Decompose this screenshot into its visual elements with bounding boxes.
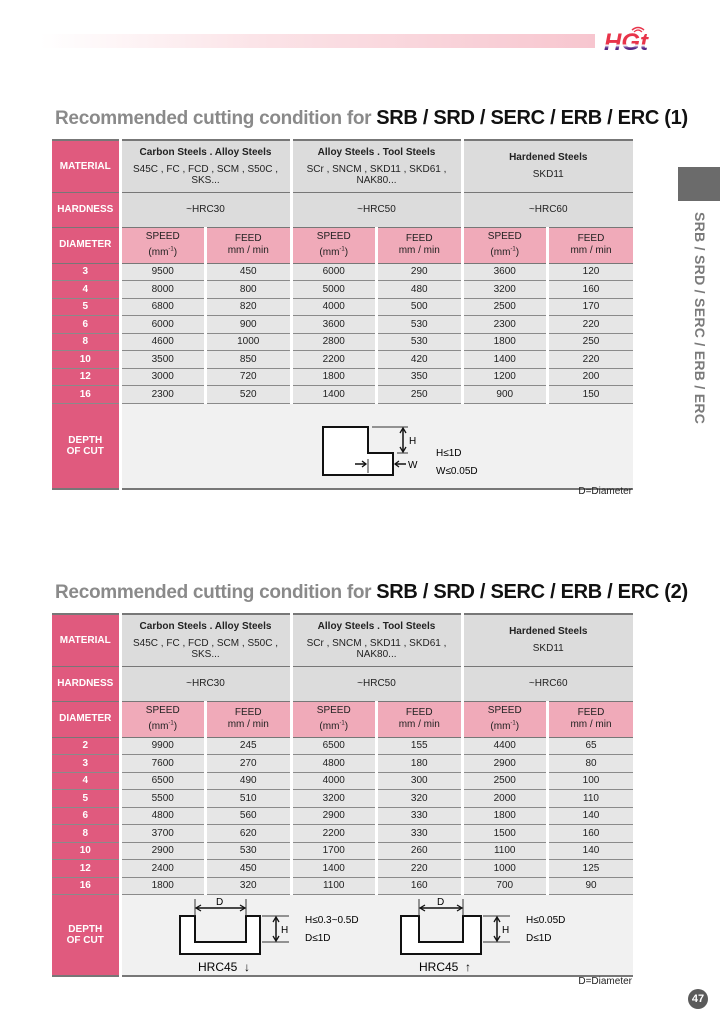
feed-cell: 720 [206,368,292,386]
speed-cell: 2300 [462,316,548,334]
speed-cell: 8000 [120,281,206,299]
table-row [52,877,633,895]
feed-cell: 125 [548,860,634,878]
material-cell: Alloy Steels . Tool Steels SCr , SNCM , SKD11 , SKD61 , NAK80... [291,614,462,666]
table-row [52,386,633,404]
speed-title: SPEED [316,231,351,243]
svg-text:H: H [409,435,417,447]
slot-cut-diagram-hard [393,896,593,974]
svg-text:HRC45: HRC45 [197,959,238,974]
speed-cell: 4600 [120,333,206,351]
feed-cell: 420 [377,351,463,369]
speed-cell: 6500 [120,772,206,790]
feed-cell: 140 [548,807,634,825]
table-row [52,298,633,316]
speed-cell: 1400 [291,386,377,404]
speed-cell: 2300 [120,386,206,404]
depth-of-cut-diagram-cell [120,403,633,489]
feed-title: FEED [577,233,605,244]
speed-cell: 1800 [120,877,206,895]
arrow-up-icon: ↑ [464,959,471,974]
feed-cell: 330 [377,807,463,825]
feed-cell: 160 [548,281,634,299]
feed-cell: 250 [548,333,634,351]
feed-unit: mm / min [227,719,269,730]
feed-cell: 330 [377,825,463,843]
cutting-table-1 [52,139,633,490]
feed-header [377,227,463,263]
svg-text:D: D [436,896,444,908]
diameter-cell: 3 [52,755,120,773]
speed-title: SPEED [487,231,522,243]
hardness-row [52,666,633,701]
feed-cell: 110 [548,790,634,808]
diameter-header-row [52,227,633,263]
speed-title: SPEED [145,705,180,717]
feed-cell: 80 [548,755,634,773]
table-row [52,790,633,808]
speed-header [291,701,377,737]
feed-cell: 620 [206,825,292,843]
speed-cell: 1000 [462,860,548,878]
feed-cell: 480 [377,281,463,299]
speed-cell: 1400 [291,860,377,878]
table-row [52,825,633,843]
feed-cell: 290 [377,263,463,281]
feed-cell: 450 [206,263,292,281]
feed-cell: 250 [377,386,463,404]
material-row [52,614,633,666]
speed-cell: 1800 [291,368,377,386]
diameter-cell: 5 [52,790,120,808]
speed-unit: $(mm^{-1})$ [490,720,520,732]
arrow-down-icon: ↓ [243,959,250,974]
side-tab-block [678,167,720,201]
svg-text:H≤0.05D: H≤0.05D [525,914,566,926]
feed-cell: 500 [377,298,463,316]
diameter-cell: 10 [52,842,120,860]
feed-cell: 1000 [206,333,292,351]
speed-header [462,227,548,263]
table-row [52,263,633,281]
speed-cell: 2900 [120,842,206,860]
feed-cell: 90 [548,877,634,895]
speed-cell: 3000 [120,368,206,386]
feed-cell: 560 [206,807,292,825]
feed-cell: 530 [377,333,463,351]
feed-header [206,227,292,263]
footnote-2: D=Diameter [578,976,632,987]
feed-cell: 160 [377,877,463,895]
table-row [52,772,633,790]
feed-cell: 490 [206,772,292,790]
svg-text:W: W [408,459,418,471]
speed-cell: 3200 [462,281,548,299]
diameter-cell: 4 [52,281,120,299]
feed-cell: 800 [206,281,292,299]
depth-of-cut-label: DEPTH OF CUT [52,895,120,976]
speed-cell: 5000 [291,281,377,299]
diameter-cell: 8 [52,333,120,351]
svg-text:H≤0.3~0.5D: H≤0.3~0.5D [304,914,359,926]
hardness-label: HARDNESS [52,666,120,701]
speed-cell: 6000 [120,316,206,334]
diameter-cell: 8 [52,825,120,843]
diameter-cell: 16 [52,877,120,895]
table-row [52,860,633,878]
speed-cell: 4000 [291,298,377,316]
hardness-cell: ~HRC50 [291,192,462,227]
feed-cell: 220 [377,860,463,878]
svg-text:HRC45: HRC45 [418,959,458,974]
hardness-cell: ~HRC30 [120,192,291,227]
speed-unit: $(mm^{-1})$ [148,720,178,732]
svg-text:H: H [280,924,289,936]
speed-cell: 1400 [462,351,548,369]
side-cut-diagram [305,411,505,481]
depth-of-cut-label: DEPTH OF CUT [52,403,120,489]
speed-cell: 1700 [291,842,377,860]
speed-cell: 5500 [120,790,206,808]
svg-text:D: D [215,896,224,908]
speed-cell: 2500 [462,772,548,790]
feed-cell: 850 [206,351,292,369]
speed-cell: 700 [462,877,548,895]
speed-cell: 4000 [291,772,377,790]
feed-cell: 510 [206,790,292,808]
svg-text:HGt: HGt [604,29,648,56]
feed-cell: 245 [206,737,292,755]
feed-title: FEED [234,707,262,718]
table-row [52,351,633,369]
material-cell: Hardened Steels SKD11 [462,140,633,192]
page-number: 47 [688,989,708,1009]
feed-unit: mm / min [570,245,612,256]
svg-text:H: H [501,924,509,936]
feed-cell: 150 [548,386,634,404]
feed-cell: 900 [206,316,292,334]
feed-cell: 260 [377,842,463,860]
speed-cell: 4800 [120,807,206,825]
feed-cell: 530 [377,316,463,334]
table-row [52,807,633,825]
feed-cell: 200 [548,368,634,386]
speed-cell: 2800 [291,333,377,351]
speed-header [291,227,377,263]
table-row [52,755,633,773]
feed-cell: 520 [206,386,292,404]
speed-cell: 1100 [291,877,377,895]
hardness-row [52,192,633,227]
footnote-1: D=Diameter [578,486,632,497]
material-cell: Hardened Steels SKD11 [462,614,633,666]
speed-cell: 6800 [120,298,206,316]
hardness-cell: ~HRC30 [120,666,291,701]
speed-unit: $(mm^{-1})$ [319,720,349,732]
diameter-cell: 5 [52,298,120,316]
feed-cell: 320 [206,877,292,895]
speed-unit: $(mm^{-1})$ [148,246,178,258]
hardness-cell: ~HRC60 [462,666,633,701]
feed-cell: 140 [548,842,634,860]
material-cell: Carbon Steels . Alloy Steels S45C , FC , FCD , SCM , S50C , SKS... [120,140,291,192]
feed-title: FEED [405,233,433,244]
speed-cell: 3600 [291,316,377,334]
diameter-cell: 12 [52,860,120,878]
speed-cell: 1200 [462,368,548,386]
depth-of-cut-row [52,895,633,976]
material-cell: Alloy Steels . Tool Steels SCr , SNCM , SKD11 , SKD61 , NAK80... [291,140,462,192]
svg-text:H≤1D: H≤1D [436,447,462,459]
speed-cell: 2400 [120,860,206,878]
feed-header [548,227,634,263]
speed-title: SPEED [487,705,522,717]
speed-cell: 3700 [120,825,206,843]
speed-unit: $(mm^{-1})$ [319,246,349,258]
diameter-cell: 3 [52,263,120,281]
speed-cell: 1500 [462,825,548,843]
speed-cell: 2200 [291,351,377,369]
speed-cell: 1100 [462,842,548,860]
speed-header [120,701,206,737]
speed-cell: 2000 [462,790,548,808]
section-title-1: Recommended cutting condition for SRB / SRD / SERC / ERB / ERC (1) [55,107,688,129]
feed-cell: 270 [206,755,292,773]
speed-cell: 4800 [291,755,377,773]
table-row [52,333,633,351]
speed-cell: 1800 [462,807,548,825]
speed-cell: 900 [462,386,548,404]
svg-text:D≤1D: D≤1D [525,932,552,944]
feed-cell: 350 [377,368,463,386]
header-gradient-bar [40,34,595,48]
speed-cell: 7600 [120,755,206,773]
feed-cell: 65 [548,737,634,755]
feed-cell: 320 [377,790,463,808]
table-row [52,737,633,755]
material-row [52,140,633,192]
table-row [52,842,633,860]
speed-cell: 2900 [462,755,548,773]
speed-cell: 3500 [120,351,206,369]
feed-cell: 100 [548,772,634,790]
feed-cell: 120 [548,263,634,281]
side-tab-label: SRB / SRD / SERC / ERB / ERC [692,212,708,425]
feed-cell: 180 [377,755,463,773]
feed-title: FEED [405,707,433,718]
speed-cell: 2200 [291,825,377,843]
speed-cell: 3200 [291,790,377,808]
material-cell: Carbon Steels . Alloy Steels S45C , FC , FCD , SCM , S50C , SKS... [120,614,291,666]
svg-text:W≤0.05D: W≤0.05D [436,465,478,477]
hardness-cell: ~HRC60 [462,192,633,227]
depth-of-cut-row [52,403,633,489]
material-label: MATERIAL [52,140,120,192]
speed-cell: 1800 [462,333,548,351]
diameter-header-row [52,701,633,737]
diameter-label: DIAMETER [52,227,120,263]
svg-text:D≤1D: D≤1D [304,932,331,944]
feed-header [377,701,463,737]
feed-cell: 220 [548,351,634,369]
diameter-cell: 4 [52,772,120,790]
feed-cell: 820 [206,298,292,316]
speed-cell: 4400 [462,737,548,755]
table-row [52,368,633,386]
diameter-cell: 16 [52,386,120,404]
feed-unit: mm / min [398,719,440,730]
diameter-cell: 6 [52,807,120,825]
feed-unit: mm / min [398,245,440,256]
speed-header [120,227,206,263]
diameter-label: DIAMETER [52,701,120,737]
speed-cell: 2500 [462,298,548,316]
feed-title: FEED [234,233,262,244]
speed-cell: 3600 [462,263,548,281]
feed-cell: 530 [206,842,292,860]
speed-cell: 2900 [291,807,377,825]
feed-unit: mm / min [227,245,269,256]
feed-cell: 170 [548,298,634,316]
feed-title: FEED [577,707,605,718]
feed-cell: 300 [377,772,463,790]
hardness-cell: ~HRC50 [291,666,462,701]
speed-cell: 9900 [120,737,206,755]
material-label: MATERIAL [52,614,120,666]
diameter-cell: 6 [52,316,120,334]
speed-cell: 6000 [291,263,377,281]
diameter-cell: 2 [52,737,120,755]
brand-logo [602,22,674,56]
table-row [52,281,633,299]
speed-title: SPEED [316,705,351,717]
feed-header [206,701,292,737]
feed-cell: 450 [206,860,292,878]
cutting-table-2 [52,613,633,977]
slot-cut-diagram-soft [172,896,372,974]
speed-cell: 9500 [120,263,206,281]
table-row [52,316,633,334]
hardness-label: HARDNESS [52,192,120,227]
speed-header [462,701,548,737]
feed-unit: mm / min [570,719,612,730]
feed-cell: 160 [548,825,634,843]
depth-of-cut-diagram-cell [120,895,633,976]
speed-unit: $(mm^{-1})$ [490,246,520,258]
diameter-cell: 10 [52,351,120,369]
speed-title: SPEED [145,231,180,243]
feed-cell: 220 [548,316,634,334]
feed-header [548,701,634,737]
feed-cell: 155 [377,737,463,755]
diameter-cell: 12 [52,368,120,386]
section-title-2: Recommended cutting condition for SRB / SRD / SERC / ERB / ERC (2) [55,581,688,603]
speed-cell: 6500 [291,737,377,755]
